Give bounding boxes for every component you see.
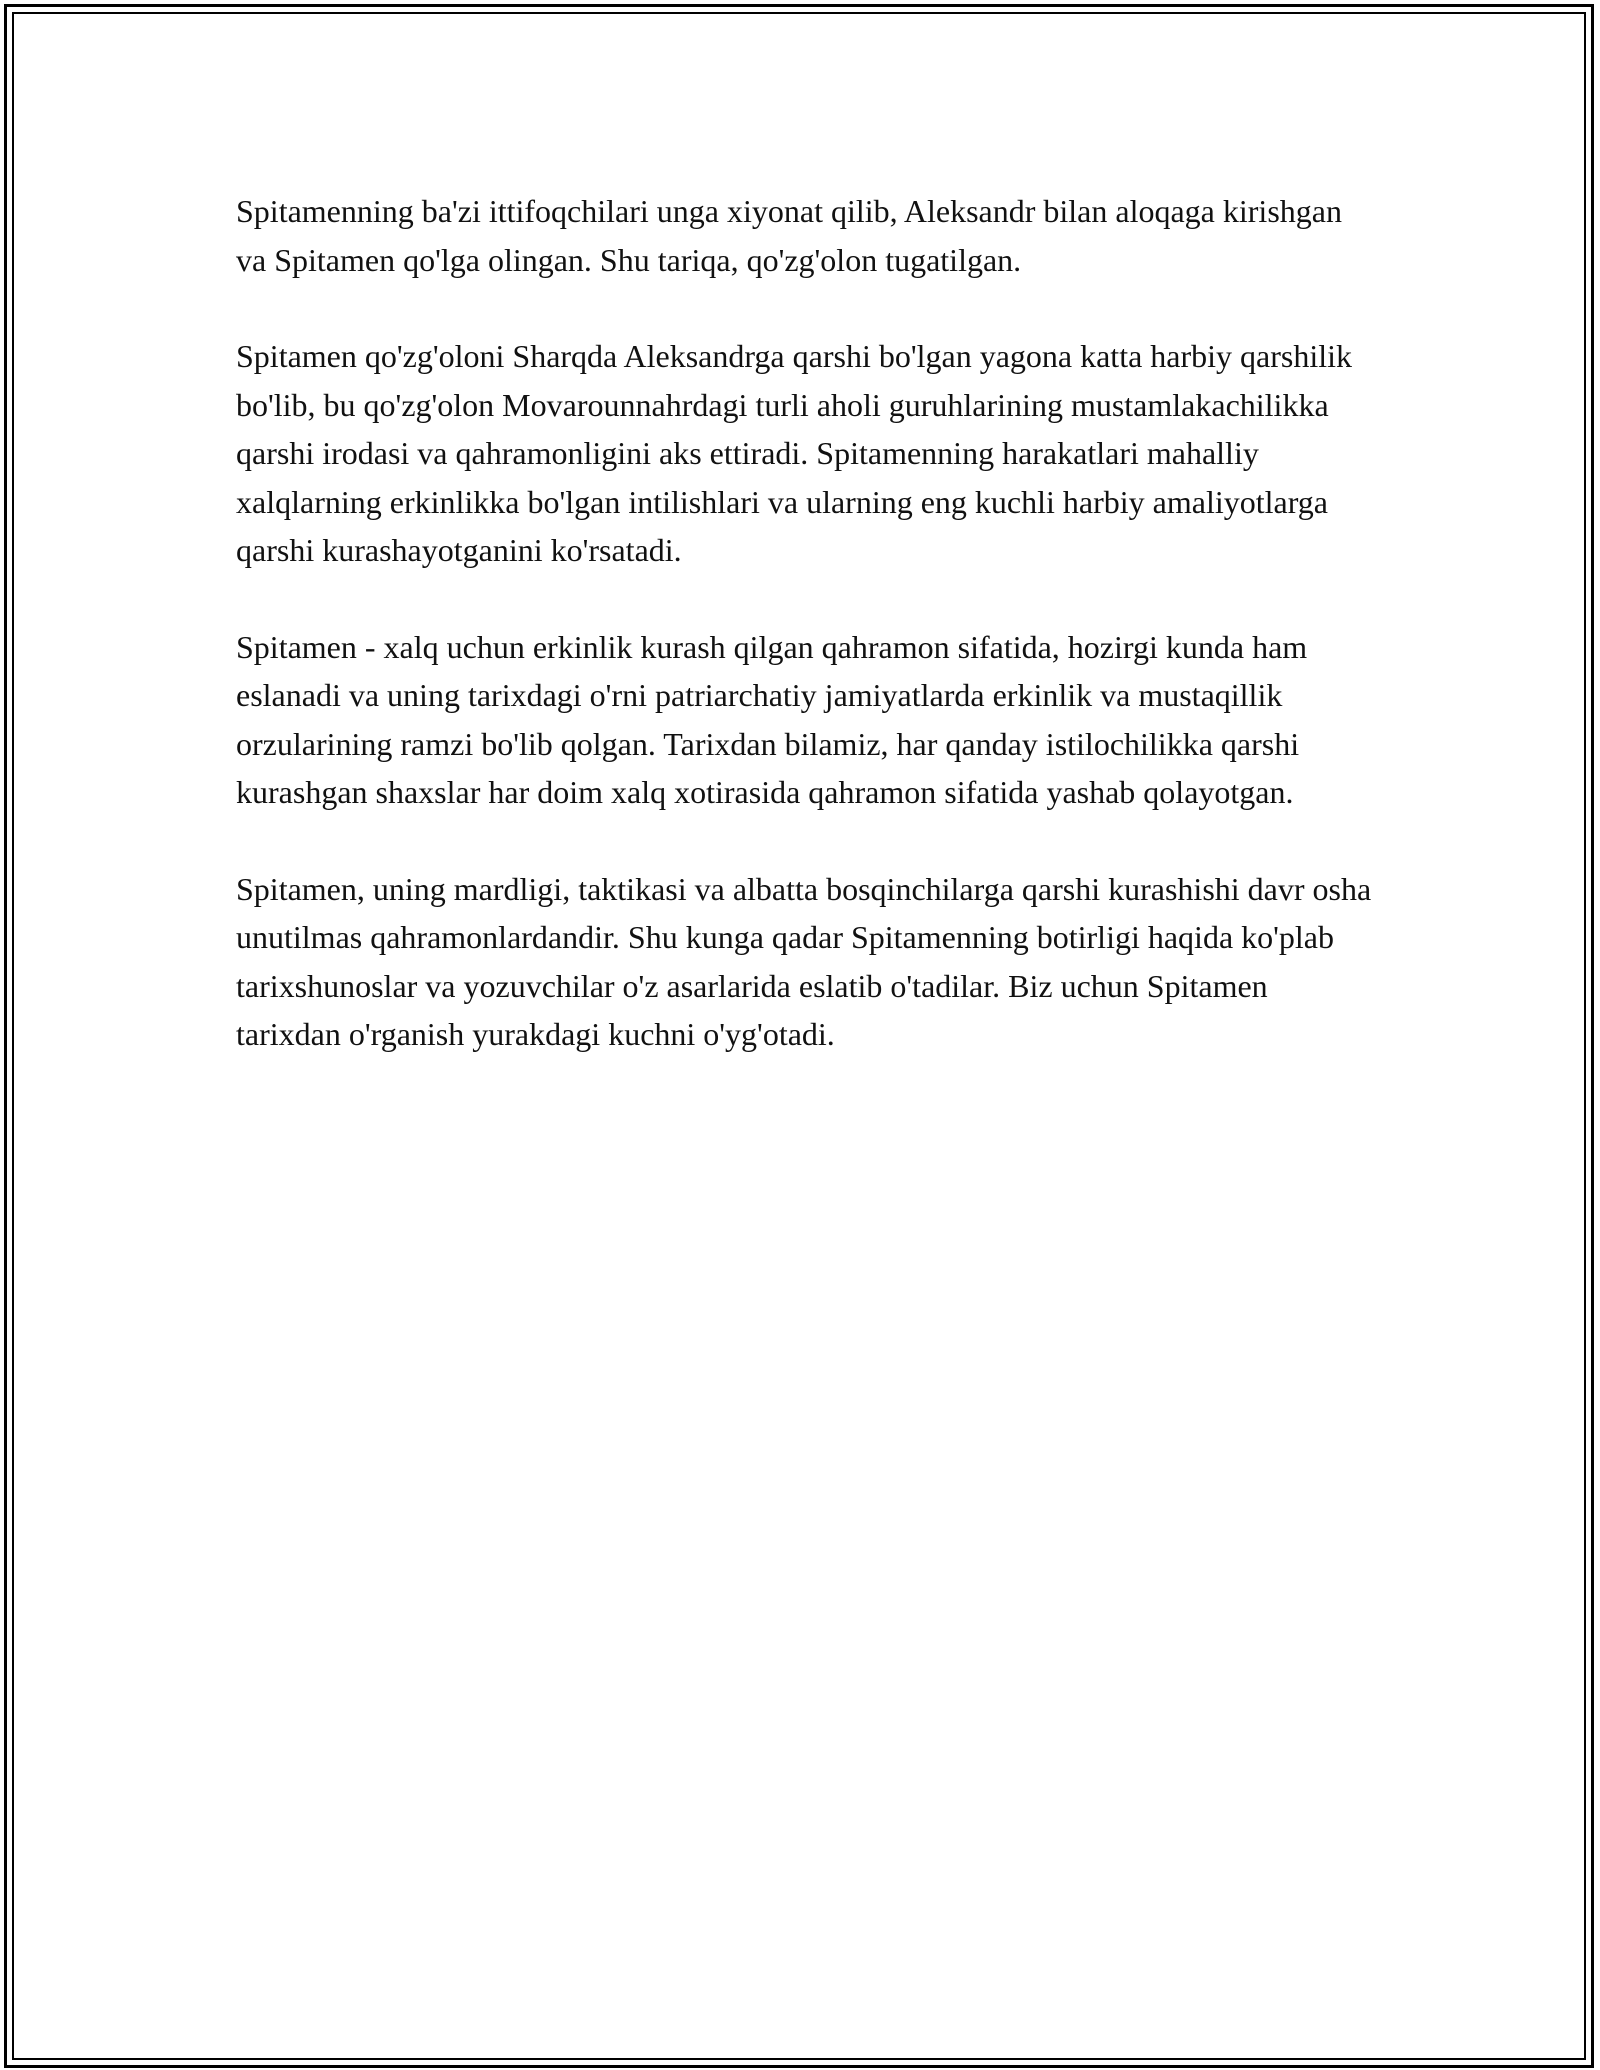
paragraph-1: Spitamenning ba'zi ittifoqchilari unga xiyonat qilib, Aleksandr bilan aloqaga kirishgan va Spitamen qo'lga olingan. Shu tariqa, qo'zg'olon tugatilgan. [236, 193, 1342, 278]
paragraph-2: Spitamen qo'zg'oloni Sharqda Aleksandrga qarshi bo'lgan yagona katta harbiy qarshilik bo'lib, bu qo'zg'olon Movarounnahrdagi turli aholi guruhlarining mustamlakachilikka qarshi irodasi va qahramonligini aks ettiradi. Spitamenning harakatlari mahalliy xalqlarning erkinlikka bo'lgan intilishlari va ularning eng kuchli harbiy amaliyotlarga qarshi kurashayotganini ko'rsatadi. [236, 338, 1353, 568]
document-body [236, 187, 1376, 1107]
paragraph-3: Spitamen - xalq uchun erkinlik kurash qilgan qahramon sifatida, hozirgi kunda ham eslanadi va uning tarixdagi o'rni patriarchatiy jamiyatlarda erkinlik va mustaqillik orzularining ramzi bo'lib qolgan. Tarixdan bilamiz, har qanday istilochilikka qarshi kurashgan shaxslar har doim xalq xotirasida qahramon sifatida yashab qolayotgan. [236, 628, 1308, 810]
paragraph-4: Spitamen, uning mardligi, taktikasi va albatta bosqinchilarga qarshi kurashishi davr osha unutilmas qahramonlardandir. Shu kunga qadar Spitamenning botirligi haqida ko'plab tarixshunoslar va yozuvchilar o'z asarlarida eslatib o'tadilar. Biz uchun Spitamen tarixdan o'rganish yurakdagi kuchni o'yg'otadi. [236, 870, 1372, 1052]
